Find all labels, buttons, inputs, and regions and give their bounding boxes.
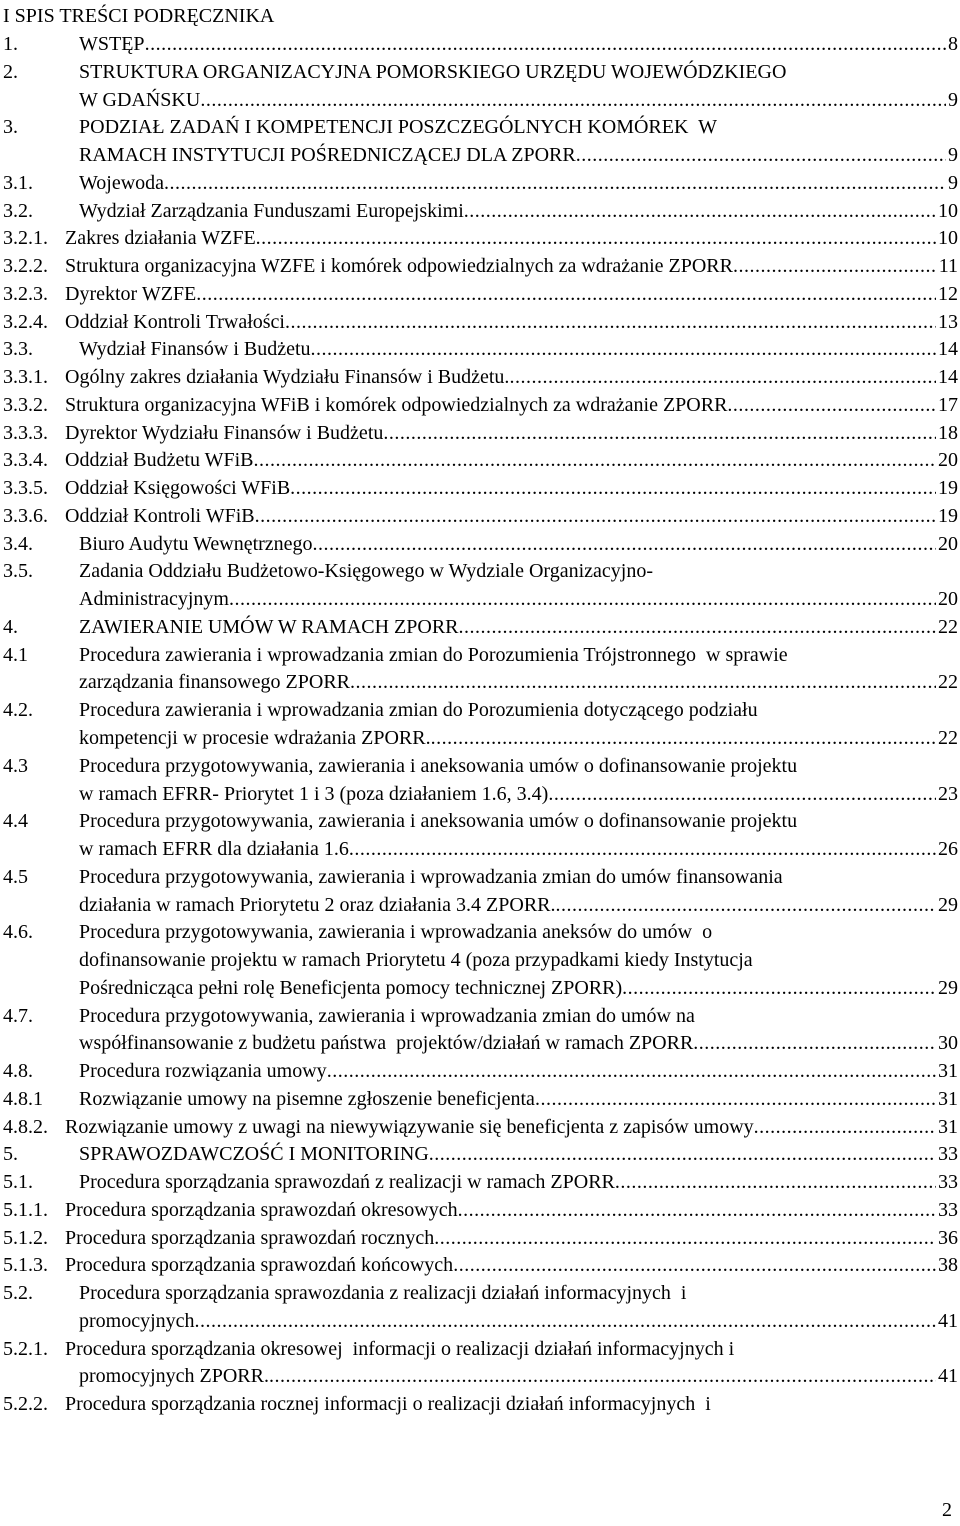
toc-entry-text [65, 252, 958, 280]
toc-entry-title: Rozwiązanie umowy na pisemne zgłoszenie beneficjenta [79, 1087, 535, 1110]
toc-entry-number: 3.2.4. [3, 310, 48, 333]
toc-entry-number: 4.7. [3, 1004, 33, 1027]
toc-entry-text [79, 30, 958, 58]
toc-leader-dots [576, 141, 946, 169]
toc-entry[interactable] [3, 335, 958, 363]
toc-entry-number: 3. [3, 116, 18, 139]
toc-leader-dots [464, 197, 936, 225]
toc-entry-page: 22 [938, 615, 958, 638]
toc-leader-dots [229, 585, 936, 613]
toc-entry[interactable] [3, 807, 958, 835]
toc-entry-page: 14 [938, 338, 958, 361]
toc-entry[interactable] [3, 1390, 958, 1418]
toc-entry-text [79, 835, 958, 863]
toc-entry-text [79, 58, 958, 86]
toc-entry-page: 19 [938, 504, 958, 527]
toc-entry-text [79, 918, 958, 946]
toc-entry-title: RAMACH INSTYTUCJI POŚREDNICZĄCEJ DLA ZPORR [79, 144, 576, 167]
toc-entry-text [65, 446, 958, 474]
toc-entry-page: 22 [938, 671, 958, 694]
toc-heading: I SPIS TREŚCI PODRĘCZNIKA [3, 5, 275, 27]
toc-entry-text [79, 113, 958, 141]
toc-entry-number: 4.2. [3, 699, 33, 722]
toc-entry-title: STRUKTURA ORGANIZACYJNA POMORSKIEGO URZĘDU WOJEWÓDZKIEGO [79, 60, 787, 83]
toc-entry-title: Oddział Budżetu WFiB [65, 449, 254, 472]
toc-leader-dots [733, 252, 937, 280]
toc-entry-text [79, 668, 958, 696]
toc-entry[interactable] [3, 1279, 958, 1307]
toc-entry-number: 4.3 [3, 754, 28, 777]
toc-entry[interactable] [3, 1085, 958, 1113]
toc-leader-dots [256, 224, 936, 252]
toc-entry-text [79, 752, 958, 780]
toc-leader-dots [754, 1113, 936, 1141]
toc-entry-title: Procedura przygotowywania, zawierania i wprowadzania zmian do umów na [79, 1004, 695, 1027]
toc-entry-text [79, 1362, 958, 1390]
toc-entry-page: 9 [948, 144, 958, 167]
toc-entry-title: Zakres działania WZFE [65, 227, 256, 250]
toc-entry-text [79, 1140, 958, 1168]
toc-leader-dots [434, 1224, 936, 1252]
toc-leader-dots [350, 668, 936, 696]
toc-entry-number: 3.1. [3, 171, 33, 194]
toc-leader-dots [313, 530, 936, 558]
toc-entry-title: Wydział Finansów i Budżetu [79, 338, 311, 361]
toc-entry-number: 4.8. [3, 1060, 33, 1083]
toc-leader-dots [453, 1251, 936, 1279]
toc-entry[interactable] [3, 502, 958, 530]
toc-entry-number: 4.6. [3, 921, 33, 944]
toc-leader-dots [255, 502, 936, 530]
toc-entry-text [79, 169, 958, 197]
toc-entry-title: Ogólny zakres działania Wydziału Finansów i Budżetu. [65, 366, 510, 389]
toc-entry-number: 1. [3, 33, 18, 55]
toc-entry[interactable] [3, 530, 958, 558]
toc-entry-title: Procedura sporządzania rocznej informacji o realizacji działań informacyjnych i [65, 1393, 711, 1416]
toc-entry-page: 30 [938, 1032, 958, 1055]
toc-entry-page: 12 [938, 282, 958, 305]
toc-entry-title: Dyrektor Wydziału Finansów i Budżetu [65, 421, 384, 444]
toc-entry-text [79, 863, 958, 891]
toc-entry-title: dofinansowanie projektu w ramach Priorytetu 4 (poza przypadkami kiedy Instytucja [79, 949, 753, 972]
toc-entry[interactable] [3, 974, 958, 1002]
toc-entry-title: promocyjnych ZPORR. [79, 1365, 269, 1388]
toc-entry-text [79, 1002, 958, 1030]
toc-entry-text [79, 86, 958, 114]
toc-leader-dots [535, 1085, 936, 1113]
toc-entry-page: 18 [938, 421, 958, 444]
toc-entry-number: 5.2. [3, 1282, 33, 1305]
toc-entry[interactable] [3, 613, 958, 641]
toc-entry-text [79, 1307, 958, 1335]
toc-entry-title: Procedura sporządzania sprawozdania z realizacji działań informacyjnych i [79, 1282, 687, 1305]
toc-entry[interactable] [3, 835, 958, 863]
toc-entry-title: promocyjnych [79, 1309, 195, 1332]
toc-entry-title: W GDAŃSKU [79, 88, 201, 111]
toc-entry-number: 3.3.4. [3, 449, 48, 472]
toc-entry-number: 5.1.2. [3, 1226, 48, 1249]
toc-entry-number: 3.3. [3, 338, 33, 361]
toc-entry-number: 4. [3, 615, 18, 638]
toc-entry-number: 5. [3, 1143, 18, 1166]
toc-entry-title: Oddział Księgowości WFiB [65, 477, 291, 500]
toc-entry[interactable] [3, 1140, 958, 1168]
toc-entry-title: Oddział Kontroli WFiB [65, 504, 255, 527]
toc-entry-page: 31 [938, 1087, 958, 1110]
toc-entry-title: Procedura przygotowywania, zawierania i aneksowania umów o dofinansowanie projektu [79, 754, 798, 777]
toc-entry[interactable] [3, 1362, 958, 1390]
toc-entry[interactable] [3, 585, 958, 613]
toc-entry[interactable] [3, 446, 958, 474]
toc-entry-text [79, 335, 958, 363]
toc-entry-text [79, 641, 958, 669]
toc-entry-text [65, 1251, 958, 1279]
toc-entry-title: Procedura sporządzania sprawozdań końcowych [65, 1254, 454, 1277]
toc-entry-number: 5.1.3. [3, 1254, 48, 1277]
toc-entry[interactable] [3, 363, 958, 391]
toc-entry-text [65, 474, 958, 502]
toc-leader-dots [290, 474, 936, 502]
toc-leader-dots [458, 1196, 936, 1224]
toc-entry[interactable] [3, 1251, 958, 1279]
toc-entry-title: zarządzania finansowego ZPORR [79, 671, 351, 694]
toc-entry-title: Zadania Oddziału Budżetowo-Księgowego w Wydziale Organizacyjno- [79, 560, 653, 583]
toc-entry-text [65, 1113, 958, 1141]
toc-entry-text [79, 974, 958, 1002]
toc-entry-number: 4.5 [3, 865, 28, 888]
toc-entry-title: Oddział Kontroli Trwałości [65, 310, 285, 333]
toc-entry[interactable] [3, 30, 958, 58]
toc-entry-number: 5.1.1. [3, 1198, 48, 1221]
toc-entry[interactable] [3, 1002, 958, 1030]
toc-entry[interactable] [3, 141, 958, 169]
toc-entry-page: 38 [938, 1254, 958, 1277]
toc-entry-page: 20 [938, 588, 958, 611]
toc-entry-text [79, 807, 958, 835]
toc-entry-title: Dyrektor WZFE [65, 282, 197, 305]
toc-entry-title: Procedura rozwiązania umowy [79, 1060, 327, 1083]
toc-entry-number: 4.1 [3, 643, 28, 666]
toc-entry[interactable] [3, 946, 958, 974]
toc-leader-dots [285, 308, 936, 336]
toc-entry[interactable] [3, 1113, 958, 1141]
toc-entry-title: Procedura sporządzania sprawozdań okresowych [65, 1198, 458, 1221]
toc-entry-text [65, 224, 958, 252]
toc-entry-page: 26 [938, 838, 958, 861]
toc-leader-dots [145, 30, 946, 58]
toc-entry-page: 11 [938, 255, 958, 278]
toc-entry-number: 3.4. [3, 532, 33, 555]
toc-entry-page: 33 [938, 1171, 958, 1194]
toc-leader-dots [383, 419, 936, 447]
toc-leader-dots [200, 86, 946, 114]
toc-entry[interactable] [3, 752, 958, 780]
toc-entry-number: 3.2.3. [3, 282, 48, 305]
toc-entry[interactable] [3, 58, 958, 86]
toc-leader-dots [727, 391, 936, 419]
toc-entry-title: Pośrednicząca pełni rolę Beneficjenta pomocy technicznej ZPORR) [79, 976, 623, 999]
toc-entry-title: Procedura zawierania i wprowadzania zmian do Porozumienia Trójstronnego w sprawie [79, 643, 788, 666]
toc-entry-number: 2. [3, 60, 18, 83]
toc-entry-title: Wojewoda [79, 171, 165, 194]
toc-leader-dots [349, 835, 936, 863]
toc-entry-text [79, 613, 958, 641]
toc-entry-title: w ramach EFRR- Priorytet 1 i 3 (poza działaniem 1.6, 3.4) [79, 782, 549, 805]
toc-entry[interactable] [3, 1029, 958, 1057]
toc-leader-dots [693, 1029, 936, 1057]
toc-entry-text [79, 1085, 958, 1113]
toc-entry-number: 4.4 [3, 810, 28, 833]
toc-entry-title: SPRAWOZDAWCZOŚĆ I MONITORING [79, 1143, 429, 1166]
toc-entry-number: 5.2.2. [3, 1393, 48, 1416]
toc-entry-title: Procedura sporządzania sprawozdań rocznych [65, 1226, 435, 1249]
toc-entry-title: Procedura sporządzania okresowej informacji o realizacji działań informacyjnych i [65, 1337, 735, 1360]
toc-leader-dots [196, 280, 936, 308]
toc-leader-dots [195, 1307, 936, 1335]
toc-leader-dots [269, 1362, 936, 1390]
toc-entry-title: Procedura przygotowywania, zawierania i wprowadzania aneksów do umów o [79, 921, 713, 944]
toc-entry-number: 4.8.1 [3, 1087, 43, 1110]
toc-entry-title: Struktura organizacyjna WZFE i komórek odpowiedzialnych za wdrażanie ZPORR [65, 255, 733, 278]
toc-entry-title: kompetencji w procesie wdrażania ZPORR. [79, 727, 431, 749]
toc-entry-text [79, 1168, 958, 1196]
toc-entry-page: 9 [948, 88, 958, 111]
toc-entry-text [79, 557, 958, 585]
toc-entry-text [79, 197, 958, 225]
toc-entry-title: PODZIAŁ ZADAŃ I KOMPETENCJI POSZCZEGÓLNYCH KOMÓREK W [79, 116, 717, 139]
toc-entry-text [79, 141, 958, 169]
toc-leader-dots [556, 891, 936, 919]
toc-entry-title: WSTĘP [79, 33, 145, 55]
toc-leader-dots [429, 1140, 936, 1168]
toc-entry-text [65, 363, 958, 391]
toc-entry-text [79, 1029, 958, 1057]
toc-entry-title: Procedura zawierania i wprowadzania zmian do Porozumienia dotyczącego podziału [79, 699, 758, 722]
toc-entry[interactable] [3, 1196, 958, 1224]
toc-entry-page: 29 [938, 976, 958, 999]
toc-entry-page: 33 [938, 1198, 958, 1221]
toc-entry-page: 10 [938, 227, 958, 250]
toc-entry-page: 33 [938, 1143, 958, 1166]
toc-entry-page: 13 [938, 310, 958, 333]
toc-entry-text [65, 308, 958, 336]
toc-entry[interactable] [3, 391, 958, 419]
toc-entry[interactable] [3, 1057, 958, 1085]
toc-entry-text [65, 1390, 958, 1418]
toc-entry-title: działania w ramach Priorytetu 2 oraz działania 3.4 ZPORR. [79, 893, 556, 916]
toc-entry-text [65, 1224, 958, 1252]
toc-entry[interactable] [3, 474, 958, 502]
toc-leader-dots [327, 1057, 936, 1085]
toc-entry-page: 19 [938, 477, 958, 500]
toc-entry-number: 3.5. [3, 560, 33, 583]
toc-entry-number: 4.8.2. [3, 1115, 48, 1138]
toc-entry-title: Wydział Zarządzania Funduszami Europejskimi [79, 199, 464, 222]
toc-entry-page: 31 [938, 1115, 958, 1138]
toc-entry-title: Procedura przygotowywania, zawierania i aneksowania umów o dofinansowanie projektu [79, 810, 798, 833]
toc-entry-page: 20 [938, 532, 958, 555]
toc-entry-text [79, 946, 958, 974]
toc-entry-page: 41 [938, 1365, 958, 1388]
toc-entry-number: 3.2. [3, 199, 33, 222]
toc-entry-page: 9 [948, 171, 958, 194]
toc-entry-title: Rozwiązanie umowy z uwagi na niewywiązywanie się beneficjenta z zapisów umowy [65, 1115, 754, 1138]
toc-entry[interactable] [3, 696, 958, 724]
toc-entry-number: 5.2.1. [3, 1337, 48, 1360]
toc-entry-title: Struktura organizacyjna WFiB i komórek odpowiedzialnych za wdrażanie ZPORR [65, 393, 728, 416]
toc-entry-text [79, 891, 958, 919]
toc-leader-dots [164, 169, 946, 197]
toc-entry-page: 29 [938, 893, 958, 916]
toc-entry[interactable] [3, 419, 958, 447]
toc-entry[interactable] [3, 724, 958, 752]
toc-entry[interactable] [3, 113, 958, 141]
toc-entry-text [79, 1279, 958, 1307]
toc-entry-text [79, 696, 958, 724]
toc-entry-text [65, 391, 958, 419]
toc-entry[interactable] [3, 308, 958, 336]
toc-entry[interactable] [3, 1307, 958, 1335]
toc-entry-page: 31 [938, 1060, 958, 1083]
toc-entry[interactable] [3, 86, 958, 114]
toc-entry[interactable] [3, 1335, 958, 1363]
toc-entry-text [79, 585, 958, 613]
toc-entry[interactable] [3, 252, 958, 280]
toc-entry-text [65, 419, 958, 447]
toc-entry-page: 8 [948, 33, 958, 55]
toc-entry-page: 20 [938, 449, 958, 472]
toc-entry-text [79, 724, 958, 752]
toc-entry-number: 5.1. [3, 1171, 33, 1194]
toc-entry-text [79, 780, 958, 808]
toc-entry[interactable] [3, 918, 958, 946]
toc-entry-page: 17 [938, 393, 958, 416]
toc-leader-dots [615, 1168, 936, 1196]
toc-entry-page: 23 [938, 782, 958, 805]
toc-entry[interactable] [3, 668, 958, 696]
toc-entry[interactable] [3, 1168, 958, 1196]
toc-leader-dots [459, 613, 936, 641]
toc-entry-text [65, 502, 958, 530]
toc-entry-text [79, 530, 958, 558]
toc-entry-text [65, 1335, 958, 1363]
toc-leader-dots [254, 446, 937, 474]
toc-entry-number: 3.3.5. [3, 477, 48, 500]
toc-entry-page: 14 [938, 366, 958, 389]
toc-entry-page: 41 [938, 1309, 958, 1332]
toc-entry-page: 22 [938, 727, 958, 749]
toc-entry-text [79, 1057, 958, 1085]
toc-entry[interactable] [3, 780, 958, 808]
toc-entry-number: 3.3.6. [3, 504, 48, 527]
toc-entry-title: Procedura przygotowywania, zawierania i wprowadzania zmian do umów finansowania [79, 865, 783, 888]
toc-leader-dots [311, 335, 936, 363]
toc-entry-title: Biuro Audytu Wewnętrznego [79, 532, 313, 555]
toc-entry[interactable] [3, 224, 958, 252]
toc-leader-dots [431, 724, 936, 752]
toc-entry-page: 36 [938, 1226, 958, 1249]
toc-leader-dots [548, 780, 936, 808]
toc-entry[interactable] [3, 641, 958, 669]
toc-entry-title: w ramach EFRR dla działania 1.6 [79, 838, 349, 861]
toc-entry[interactable] [3, 863, 958, 891]
toc-entry-number: 3.2.2. [3, 255, 48, 278]
toc-entry-title: Administracyjnym [79, 588, 229, 611]
toc-entry-number: 3.3.3. [3, 421, 48, 444]
toc-entry[interactable] [3, 891, 958, 919]
page-number: 2 [942, 1499, 952, 1521]
toc-entry-text [65, 280, 958, 308]
toc-entry-number: 3.2.1. [3, 227, 48, 250]
toc-entry-number: 3.3.2. [3, 393, 48, 416]
toc-leader-dots [622, 974, 936, 1002]
toc-entry[interactable] [3, 280, 958, 308]
toc-entry-number: 3.3.1. [3, 366, 48, 389]
toc-entry-title: ZAWIERANIE UMÓW W RAMACH ZPORR [79, 615, 459, 638]
toc-entry[interactable] [3, 557, 958, 585]
toc-entry-page: 10 [938, 199, 958, 222]
toc-entry[interactable] [3, 197, 958, 225]
toc-entry[interactable] [3, 169, 958, 197]
toc-entry-text [65, 1196, 958, 1224]
toc-entry-title: Procedura sporządzania sprawozdań z realizacji w ramach ZPORR [79, 1171, 615, 1194]
toc-entry[interactable] [3, 1224, 958, 1252]
toc-leader-dots [509, 363, 936, 391]
toc-entry-title: współfinansowanie z budżetu państwa projektów/działań w ramach ZPORR [79, 1032, 694, 1055]
